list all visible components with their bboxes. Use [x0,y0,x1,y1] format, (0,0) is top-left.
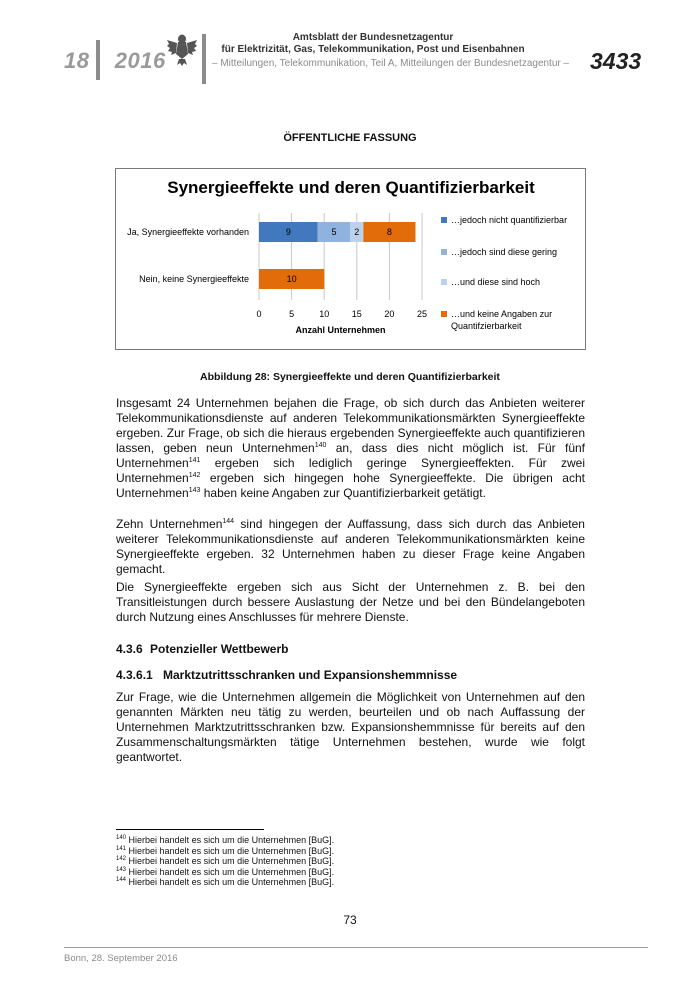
p1-text-c: ergeben sich lediglich geringe Synergieeffekten. Für zwei Unternehmen [116,456,585,485]
paragraph-4: Zur Frage, wie die Unternehmen allgemein die Möglichkeit von Unternehmen auf den genannten Märkten neu tätig zu werden, beurteilen und ob nach Auffassung der Unternehmen Marktzutrittsschranken bzw. Expansionshemmnisse für bereits auf den Zusammenschaltungsmärkten tätige Unternehmen bestehen, wurde wie folgt geantwortet. [116,690,585,764]
x-tick-label: 0 [256,309,262,319]
x-tick-label: 20 [384,309,395,319]
legend-label: …und keine Angaben zur Quantifzierbarkeit [451,309,553,331]
footnote-rule [116,829,264,830]
paragraph-3: Die Synergieeffekte ergeben sich aus Sicht der Unternehmen z. B. bei den Transitleistungen durch bessere Auslastung der Netze und bei den Bündelangeboten durch Nutzung eines Anschlusses für mehrere Dienste. [116,580,585,624]
legend-swatch [441,279,447,285]
legend-swatch [441,249,447,255]
footnotes [116,835,334,888]
footnote-ref: 143 [188,487,201,494]
footnote: $^{144}$ Hierbei handelt es sich um die Unternehmen [BuG]. [116,877,335,887]
header-divider [96,40,100,80]
journal-title [212,32,534,56]
journal-subtitle: – Mitteilungen, Telekommunikation, Teil A, Mitteilungen der Bundesnetzagentur – [212,58,570,69]
bar-data-label: 2 [354,227,360,237]
x-tick-label: 15 [351,309,362,319]
issue-year: 2016 [114,48,166,73]
bar-data-label: 9 [285,227,291,237]
section-heading [116,642,288,656]
x-tick-label: 5 [289,309,295,319]
journal-page-number: 3433 [590,48,642,74]
section-number: 4.3.6 [116,642,143,656]
bar-data-label: 5 [331,227,337,237]
category-label: Ja, Synergieeffekte vorhanden [127,227,249,237]
chart-title: Synergieeffekte und deren Quantifizierbarkeit [167,178,535,197]
footnote: $^{140}$ Hierbei handelt es sich um die Unternehmen [BuG]. [116,835,335,845]
chart-svg [116,169,587,351]
footnote: $^{142}$ Hierbei handelt es sich um die Unternehmen [BuG]. [116,856,335,866]
legend-swatch [441,217,447,223]
p1-text-d: ergeben sich hingegen hohe Synergieeffekte. Die übrigen acht Unternehmen [116,471,585,500]
p1-text-e: haben keine Angaben zur Quantifizierbarkeit getätigt. [200,486,486,500]
x-axis-title: Anzahl Unternehmen [295,325,386,335]
journal-title-line2: für Elektrizität, Gas, Telekommunikation, Post und Eisenbahnen [221,44,525,55]
page-number: 73 [343,913,357,927]
footer-rule [64,947,648,948]
classification-label: ÖFFENTLICHE FASSUNG [283,132,417,144]
section-title: Potenzieller Wettbewerb [150,642,289,656]
subsection-number: 4.3.6.1 [116,668,153,682]
p2-text-a: Zehn Unternehmen [116,517,223,531]
paragraph-1 [116,396,585,501]
footer-date: Bonn, 28. September 2016 [64,953,178,964]
bar-data-label: 10 [286,274,297,284]
x-tick-label: 25 [416,309,428,319]
category-label: Nein, keine Synergieeffekte [139,274,249,284]
paragraph-2 [116,517,585,577]
footnote-ref: 140 [314,442,327,449]
footnote-ref: 142 [188,472,201,479]
chart [115,168,586,350]
footnote: $^{143}$ Hierbei handelt es sich um die Unternehmen [BuG]. [116,866,335,877]
legend-label: …jedoch nicht quantifizierbar [451,215,568,225]
footnote: $^{141}$ Hierbei handelt es sich um die Unternehmen [BuG]. [116,845,335,856]
legend-label: …jedoch sind diese gering [451,247,558,257]
subsection-heading [116,668,457,682]
issue-number: 18 [64,48,90,73]
legend-swatch [441,311,447,317]
footnote-ref: 144 [222,518,235,525]
legend-label: …und diese sind hoch [451,277,541,287]
footnote-ref: 141 [188,457,201,464]
p2-text-b: sind hingegen der Auffassung, dass sich durch das Anbieten weiterer Telekommunikationsdienste auf anderen Telekommunikationsmärkten keine Synergieeffekte ergeben. 32 Unternehmen haben zu dieser Frage keine Angaben gemacht. [116,517,585,576]
journal-title-line1: Amtsblatt der Bundesnetzagentur [292,32,454,43]
p1-text-b: an, dass dies nicht möglich ist. Für fünf Unternehmen [116,441,586,470]
issue-label [64,48,166,74]
header-divider-2 [202,34,206,84]
x-tick-label: 10 [319,309,330,319]
subsection-title: Marktzutrittsschranken und Expansionshemmnisse [163,668,458,682]
figure-caption: Abbildung 28: Synergieeffekte und deren Quantifizierbarkeit [200,371,500,383]
federal-eagle-icon [166,32,198,66]
p1-text-a: Insgesamt 24 Unternehmen bejahen die Frage, ob sich durch das Anbieten weiterer Telekommunikationsdienste auf anderen Telekommunikationsmärkten Synergieeffekte ergeben. Zur Frage, ob sich die hieraus ergebenden Synergieeffekte auch quantifizieren lassen, geben neun Unternehmen [116,396,585,455]
bar-data-label: 8 [386,227,392,237]
